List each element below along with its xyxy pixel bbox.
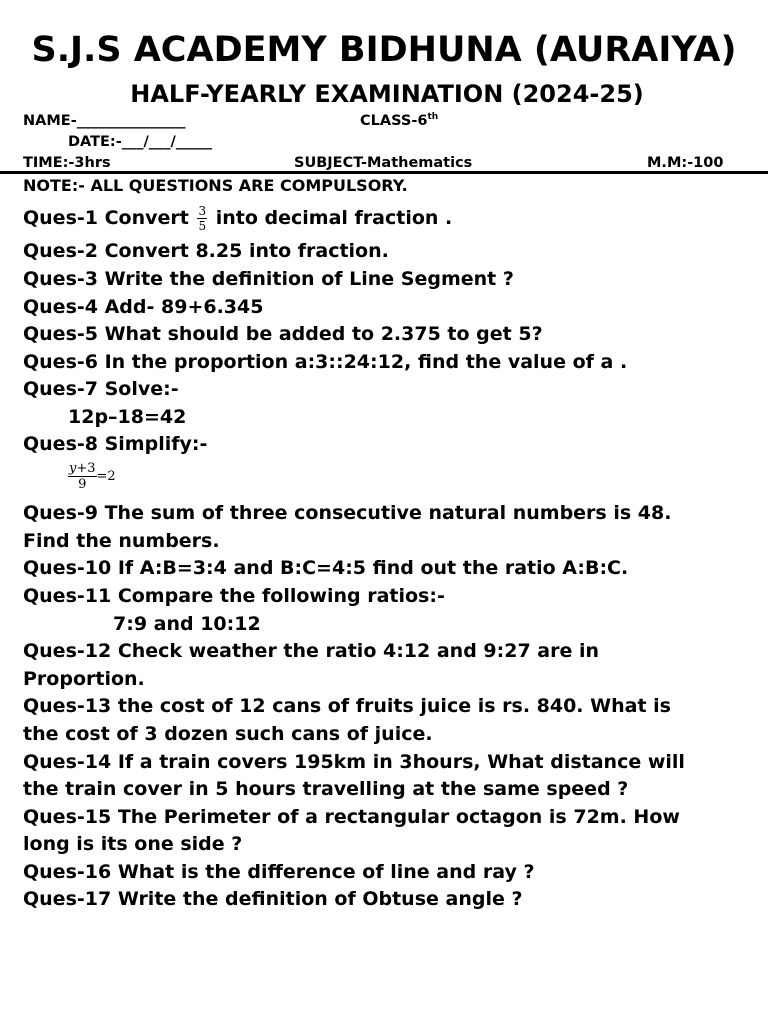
question-14-line-1: Ques-14 If a train covers 195km in 3hours, What distance will	[23, 751, 685, 773]
question-5: Ques-5 What should be added to 2.375 to get 5?	[23, 323, 543, 345]
question-6: Ques-6 In the proportion a:3::24:12, find the value of a .	[23, 351, 628, 373]
variable-y: y	[69, 461, 77, 476]
question-9-line-2: Find the numbers.	[23, 530, 220, 552]
date-field-label: DATE:-___/___/_____	[68, 134, 213, 150]
header-divider	[0, 171, 768, 174]
question-4: Ques-4 Add- 89+6.345	[23, 296, 264, 318]
question-7: Ques-7 Solve:-	[23, 378, 179, 400]
question-3: Ques-3 Write the definition of Line Segment ?	[23, 268, 514, 290]
expression-numerator	[68, 461, 97, 477]
question-13-line-2: the cost of 3 dozen such cans of juice.	[23, 723, 433, 745]
question-12-line-1: Ques-12 Check weather the ratio 4:12 and 9:27 are in	[23, 640, 600, 662]
expression-rhs: =2	[96, 469, 116, 484]
expression-fraction	[68, 461, 97, 492]
question-11-ratios: 7:9 and 10:12	[113, 613, 261, 635]
subject-label: SUBJECT-Mathematics	[294, 155, 473, 171]
question-12-line-2: Proportion.	[23, 668, 145, 690]
question-10: Ques-10 If A:B=3:4 and B:C=4:5 find out the ratio A:B:C.	[23, 557, 629, 579]
question-8: Ques-8 Simplify:-	[23, 433, 208, 455]
question-1	[23, 204, 452, 233]
fraction-denominator: 5	[198, 219, 207, 233]
question-15-line-2: long is its one side ?	[23, 833, 243, 855]
class-suffix: th	[427, 112, 439, 122]
question-1-suffix: into decimal fraction .	[215, 207, 453, 229]
numerator-rest: +3	[76, 461, 96, 476]
question-14-line-2: the train cover in 5 hours travelling at the same speed ?	[23, 778, 629, 800]
class-label	[360, 112, 438, 130]
time-label: TIME:-3hrs	[23, 155, 111, 171]
question-8-expression	[68, 461, 116, 492]
question-15-line-1: Ques-15 The Perimeter of a rectangular octagon is 72m. How	[23, 806, 680, 828]
expression-denominator: 9	[78, 477, 87, 492]
fraction-three-fifths	[197, 204, 207, 233]
max-marks-label: M.M:-100	[647, 155, 724, 171]
question-13-line-1: Ques-13 the cost of 12 cans of fruits juice is rs. 840. What is	[23, 695, 671, 717]
question-16: Ques-16 What is the difference of line and ray ?	[23, 861, 535, 883]
exam-title: HALF-YEARLY EXAMINATION (2024-25)	[130, 80, 644, 108]
question-9-line-1: Ques-9 The sum of three consecutive natural numbers is 48.	[23, 502, 672, 524]
question-1-prefix: Ques-1 Convert	[23, 207, 189, 229]
question-2: Ques-2 Convert 8.25 into fraction.	[23, 240, 389, 262]
fraction-numerator: 3	[198, 204, 207, 218]
question-7-equation: 12p–18=42	[68, 406, 187, 428]
question-11: Ques-11 Compare the following ratios:-	[23, 585, 445, 607]
school-name: S.J.S ACADEMY BIDHUNA (AURAIYA)	[31, 30, 737, 70]
name-field-label: NAME-_______________	[23, 113, 186, 129]
instructions-note: NOTE:- ALL QUESTIONS ARE COMPULSORY.	[23, 176, 408, 195]
class-text: CLASS-6	[360, 113, 428, 129]
question-17: Ques-17 Write the definition of Obtuse angle ?	[23, 888, 523, 910]
